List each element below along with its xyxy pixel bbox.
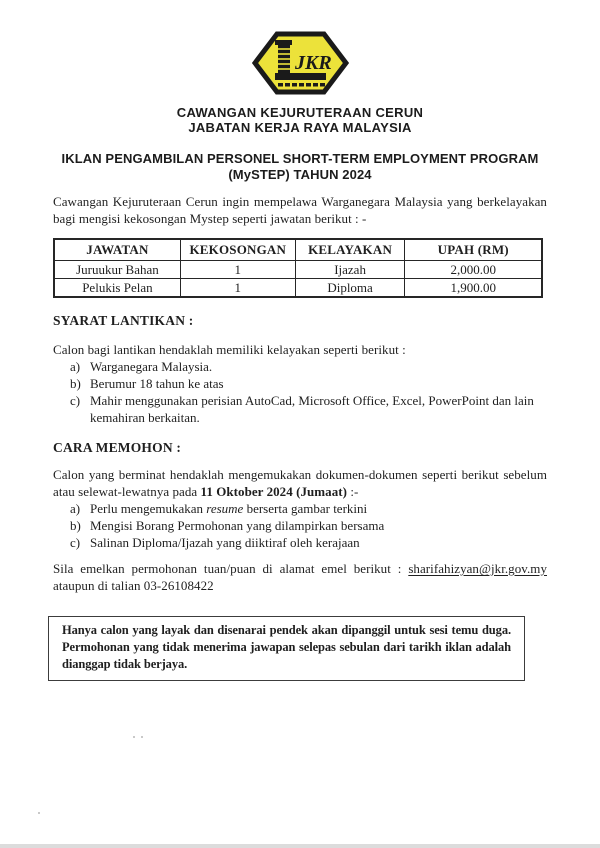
list-item-text: Mengisi Borang Permohonan yang dilampirkan bersama — [90, 518, 385, 533]
cara-lead-before: Calon yang berminat hendaklah mengemukakan dokumen-dokumen seperti berikut sebelum atau selewat-lewatnya pada — [53, 467, 547, 499]
table-cell: Pelukis Pelan — [54, 279, 180, 298]
column-header-kelayakan: KELAYAKAN — [295, 239, 405, 261]
section-heading-cara: CARA MEMOHON : — [53, 440, 182, 455]
table-cell: Juruukur Bahan — [54, 261, 180, 279]
logo-container — [53, 30, 547, 98]
cara-lead — [53, 466, 547, 500]
logo-text: JKR — [294, 52, 332, 74]
list-item-label: b) — [70, 518, 81, 533]
table-cell: Diploma — [295, 279, 405, 298]
scan-speck — [38, 812, 40, 814]
list-item-label: a) — [70, 359, 81, 374]
list-item — [70, 517, 547, 534]
section-heading-syarat: SYARAT LANTIKAN : — [53, 313, 194, 328]
list-item-label: c) — [70, 535, 81, 550]
list-item-text: Warganegara Malaysia. — [90, 359, 213, 374]
table-row — [54, 261, 542, 279]
table-cell: Ijazah — [295, 261, 405, 279]
contact-email: sharifahizyan@jkr.gov.my — [408, 561, 547, 576]
cara-list — [53, 500, 547, 551]
list-item-label: c) — [70, 393, 81, 408]
column-header-upah: UPAH (RM) — [405, 239, 542, 261]
column-header-kekosongan: KEKOSONGAN — [180, 239, 295, 261]
table-row — [54, 279, 542, 298]
logo-ground-hatch — [278, 83, 325, 87]
notice-box — [48, 616, 525, 681]
vacancy-table — [53, 238, 543, 298]
intro-paragraph: Cawangan Kejuruteraan Cerun ingin mempelawa Warganegara Malaysia yang berkelayakan bagi mengisi kekosongan Mystep seperti jawatan berikut : - — [53, 194, 547, 226]
org-header — [53, 105, 547, 135]
list-item — [70, 358, 547, 375]
table-cell: 1 — [180, 279, 295, 298]
title-line-1: IKLAN PENGAMBILAN PERSONEL SHORT-TERM EMPLOYMENT PROGRAM — [61, 151, 539, 166]
contact-text-after: ataupun di talian 03-26108422 — [53, 578, 214, 593]
list-item-label: a) — [70, 501, 81, 516]
list-item-text — [90, 500, 547, 517]
list-item-label: b) — [70, 376, 81, 391]
application-deadline: 11 Oktober 2024 (Jumaat) — [200, 484, 348, 499]
list-item-text: Berumur 18 tahun ke atas — [90, 376, 224, 391]
list-item-text-before: Perlu mengemukakan — [90, 501, 207, 516]
column-header-jawatan: JAWATAN — [54, 239, 180, 261]
org-line-2: JABATAN KERJA RAYA MALAYSIA — [188, 120, 412, 135]
contact-text-before: Sila emelkan permohonan tuan/puan di alamat emel berikut : — [53, 561, 409, 576]
list-item-text-after: berserta gambar terkini — [243, 501, 368, 516]
contact-paragraph — [53, 560, 547, 594]
table-cell: 1,900.00 — [405, 279, 542, 298]
document-title — [53, 151, 547, 183]
syarat-lead: Calon bagi lantikan hendaklah memiliki kelayakan seperti berikut : — [53, 342, 406, 357]
table-cell: 1 — [180, 261, 295, 279]
scan-speck — [141, 736, 143, 738]
list-item — [70, 500, 547, 517]
resume-emphasis: resume — [206, 501, 244, 516]
notice-text: Hanya calon yang layak dan disenarai pendek akan dipanggil untuk sesi temu duga. Permohonan yang tidak menerima jawapan selepas sebulan dari tarikh iklan adalah dianggap tidak berjaya. — [62, 623, 511, 671]
list-item — [70, 392, 547, 426]
scan-edge-strip — [0, 844, 600, 848]
logo-base-bar — [275, 73, 326, 80]
cara-lead-after: :- — [347, 484, 359, 499]
syarat-list — [53, 358, 547, 426]
table-header-row — [54, 239, 542, 261]
list-item-text: Salinan Diploma/Ijazah yang diiktiraf oleh kerajaan — [90, 535, 360, 550]
scan-speck — [133, 736, 135, 738]
list-item — [70, 375, 547, 392]
title-line-2: (MySTEP) TAHUN 2024 — [228, 167, 372, 182]
org-line-1: CAWANGAN KEJURUTERAAN CERUN — [176, 105, 424, 120]
list-item-text: Mahir menggunakan perisian AutoCad, Microsoft Office, Excel, PowerPoint dan lain kemahiran berkaitan. — [90, 393, 534, 425]
table-cell: 2,000.00 — [405, 261, 542, 279]
list-item — [70, 534, 547, 551]
jkr-logo-icon — [252, 30, 349, 97]
